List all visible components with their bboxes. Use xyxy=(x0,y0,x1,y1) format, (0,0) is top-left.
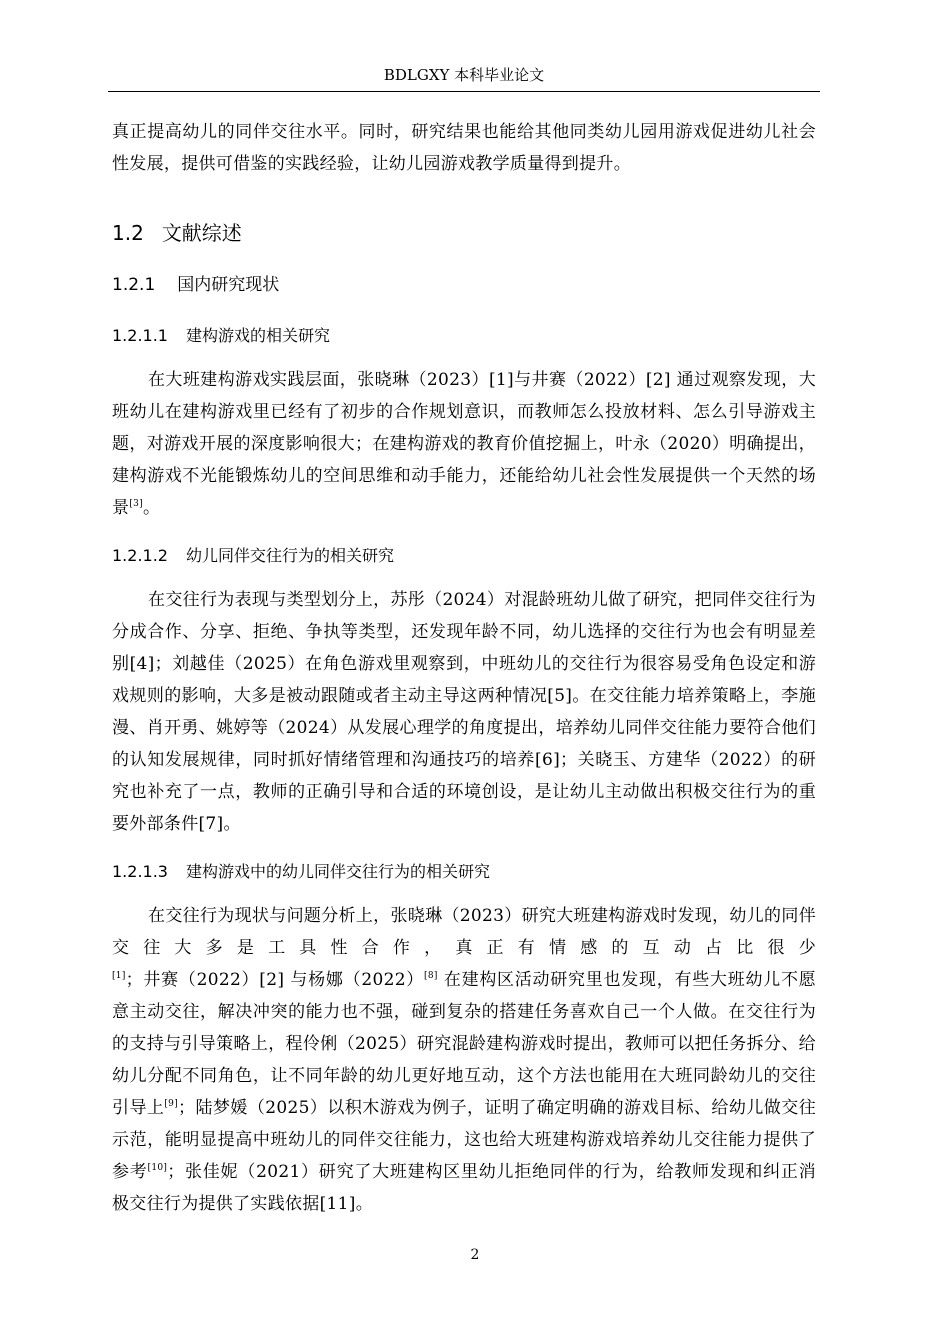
subsubsection-heading-1-2-1-2 xyxy=(112,544,394,568)
subsubsection-heading-1-2-1-1 xyxy=(112,324,330,348)
page-number: 2 xyxy=(470,1247,480,1263)
section-heading-1-2 xyxy=(112,219,242,247)
citation: [8] xyxy=(424,971,438,981)
intro-paragraph: 真正提高幼儿的同伴交往水平。同时，研究结果也能给其他同类幼儿园用游戏促进幼儿社会性发展，提供可借鉴的实践经验，让幼儿园游戏教学质量得到提升。 xyxy=(112,122,816,174)
paragraph-1-2-1-3 xyxy=(112,900,816,1220)
paragraph-text: ；井赛（2022）[2] 与杨娜（2022） xyxy=(125,970,425,990)
header-rule xyxy=(108,91,820,92)
subsubsection-title: 幼儿同伴交往行为的相关研究 xyxy=(185,546,394,565)
paragraph-end: 。 xyxy=(142,498,161,518)
paragraph-text: 在大班建构游戏实践层面，张晓琳（2023）[1]与井赛（2022）[2] 通过观察发现，大班幼儿在建构游戏里已经有了初步的合作规划意识，而教师怎么投放材料、怎么引导游戏主题，对游戏开展的深度影响很大；在建构游戏的教育价值挖掘上，叶永（2020）明确提出，建构游戏不光能锻炼幼儿的空间思维和动手能力，还能给幼儿社会性发展提供一个天然的场景 xyxy=(112,370,816,518)
citation: [10] xyxy=(147,1163,168,1173)
paragraph-1-2-1-1 xyxy=(112,364,816,524)
paragraph-text: ；张佳妮（2021）研究了大班建构区里幼儿拒绝同伴的行为，给教师发现和纠正消极交往行为提供了实践依据[11]。 xyxy=(112,1162,816,1214)
paragraph-text: 在交往行为现状与问题分析上，张晓琳（2023）研究大班建构游戏时发现，幼儿的同伴交往大多是工具性合作，真正有情感的互动占比很少 xyxy=(112,906,816,958)
paragraph-text: ；陆梦媛（2025）以积木游戏为例子，证明了确定明确的游戏目标、给幼儿做交往示范，能明显提高中班幼儿的同伴交往能力，这也给大班建构游戏培养幼儿交往能力提供了参考 xyxy=(112,1098,816,1182)
subsection-heading-1-2-1 xyxy=(112,272,279,298)
citation: [1] xyxy=(112,971,126,981)
subsubsection-number: 1.2.1.3 xyxy=(112,862,168,881)
subsubsection-heading-1-2-1-3 xyxy=(112,860,490,884)
paragraph-1-2-1-2: 在交往行为表现与类型划分上，苏彤（2024）对混龄班幼儿做了研究，把同伴交往行为分成合作、分享、拒绝、争执等类型，还发现年龄不同，幼儿选择的交往行为也会有明显差别[4]；刘越佳（2025）在角色游戏里观察到，中班幼儿的交往行为很容易受角色设定和游戏规则的影响，大多是被动跟随或者主动主导这两种情况[5]。在交往能力培养策略上，李施漫、肖开勇、姚婷等（2024）从发展心理学的角度提出，培养幼儿同伴交往能力要符合他们的认知发展规律，同时抓好情绪管理和沟通技巧的培养[6]；关晓玉、方建华（2022）的研究也补充了一点，教师的正确引导和合适的环境创设，是让幼儿主动做出积极交往行为的重要外部条件[7]。 xyxy=(112,590,816,834)
subsubsection-title: 建构游戏的相关研究 xyxy=(185,326,330,345)
subsection-title: 国内研究现状 xyxy=(177,275,280,295)
section-title: 文献综述 xyxy=(161,221,242,245)
subsubsection-title: 建构游戏中的幼儿同伴交往行为的相关研究 xyxy=(185,862,490,881)
section-number: 1.2 xyxy=(112,221,144,245)
subsubsection-number: 1.2.1.2 xyxy=(112,546,168,565)
subsection-number: 1.2.1 xyxy=(112,275,156,295)
paragraph-text: 在建构区活动研究里也发现，有些大班幼儿不愿意主动交往，解决冲突的能力也不强，碰到复杂的搭建任务喜欢自己一个人做。在交往行为的支持与引导策略上，程伶俐（2025）研究混龄建构游戏时提出，教师可以把任务拆分、给幼儿分配不同角色，让不同年龄的幼儿更好地互动，这个方法也能用在大班同龄幼儿的交往引导上 xyxy=(112,970,816,1118)
subsubsection-number: 1.2.1.1 xyxy=(112,326,168,345)
citation: [9] xyxy=(164,1099,179,1109)
citation: [3] xyxy=(129,499,143,509)
page-header-title: BDLGXY 本科毕业论文 xyxy=(383,66,545,84)
